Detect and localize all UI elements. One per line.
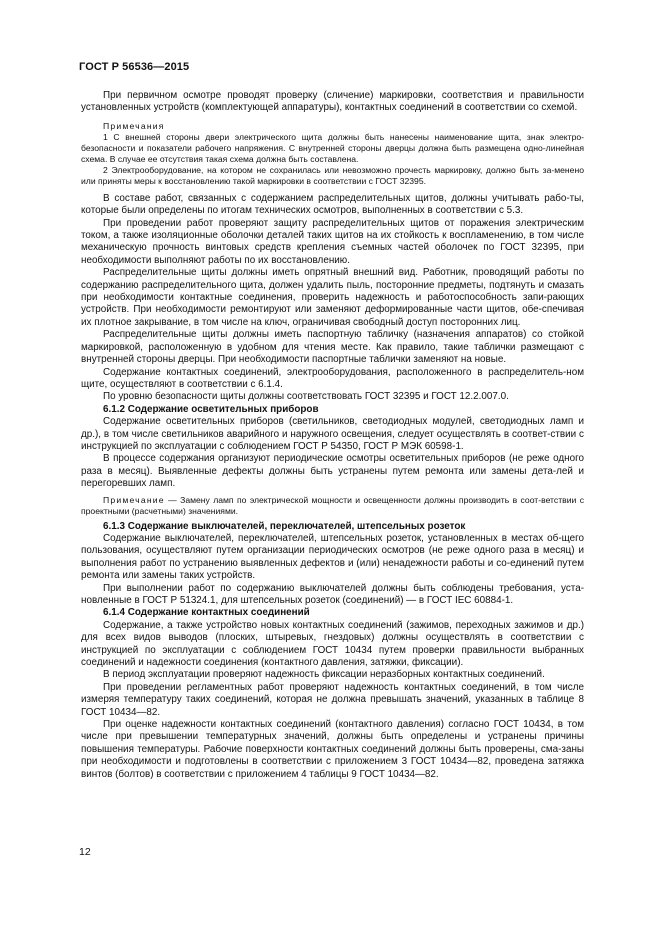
paragraph: Содержание контактных соединений, электрооборудования, расположенного в распределитель-ном щите, осуществляют в соответствии с 6.1.4. (81, 366, 584, 390)
paragraph: В составе работ, связанных с содержанием распределительных щитов, должны учитывать рабо-ты, которые были определены по итогам технических осмотров, выполненных в соответствии с 5.3. (81, 192, 584, 217)
paragraph: Распределительные щиты должны иметь опрятный внешний вид. Работник, проводящий работы по содержанию распределительного щита, должен удалить пыль, посторонние предметы, подтянуть и смазать при необходимости контактные соединения, проверить надежность и работоспособность запи-рающих устройств. При необходимости ремонтируют или заменяют деформированные части щитов, обе-спечивая их плотное закрывание, в том числе на ключ, ограничивая свободный доступ посторонних лиц. (81, 267, 584, 328)
document-header: ГОСТ Р 56536—2015 (79, 61, 190, 73)
note-label: Примечание (103, 494, 165, 505)
paragraph: В период эксплуатации проверяют надежность фиксации неразборных контактных соединений. (103, 669, 545, 681)
document-body (81, 90, 584, 781)
paragraph: В процессе содержания организуют периодические осмотры осветительных приборов (не реже одного раза в месяц). Выявленные дефекты должны быть устранены путем ремонта или замены дета-лей и перегоревших ламп. (81, 453, 584, 490)
notes-title: Примечания (103, 120, 165, 131)
note (81, 495, 584, 517)
paragraph: При проведении регламентных работ проверяют надежность контактных соединений, в том числе измеряя температуру таких соединений, которая не должна превышать значений, указанных в таблице 8 ГОСТ 10434—82. (81, 681, 584, 718)
paragraph: При проведении работ проверяют защиту распределительных щитов от поражения электрическим током, а также изоляционные оболочки деталей таких щитов на их стойкость к воспламенению, в том числе механическую прочность винтовых средств крепления съемных частей оболочек по ГОСТ 32395, при необходимости выполняют работы по их восстановлению. (81, 217, 584, 266)
paragraph: По уровню безопасности щиты должны соответствовать ГОСТ 32395 и ГОСТ 12.2.007.0. (103, 391, 509, 403)
section-heading-6-1-2: 6.1.2 Содержание осветительных приборов (103, 403, 319, 415)
paragraph: При первичном осмотре проводят проверку (сличение) маркировки, соответствия и правильности установленных устройств (комплектующей аппаратуры), контактных соединений в соответствии со схемой. (81, 90, 584, 114)
section-heading-6-1-4: 6.1.4 Содержание контактных соединений (103, 607, 310, 619)
note: 1 С внешней стороны двери электрического щита должны быть нанесены наименование щита, знак электро-безопасности и показатели рабочего напряжения. С внутренней стороны дверцы должна быть размещена одно-линейная схема. В случае ее отсутствия такая схема должна быть составлена. (81, 131, 584, 164)
paragraph: При оценке надежности контактных соединений (контактного давления) согласно ГОСТ 10434, в том числе при превышении температурных значений, должны быть определены и устранены причины повышения температуры. Рабочие поверхности контактных соединений должны быть проверены, сма-заны при необходимости и подготовлены в соответствии с приложением 3 ГОСТ 10434—82, проведена затяжка винтов (болтов) в соответствии с приложением 4 таблицы 9 ГОСТ 10434—82. (81, 719, 584, 780)
page-number: 12 (79, 846, 91, 858)
paragraph: Содержание осветительных приборов (светильников, светодиодных модулей, светодиодных ламп и др.), в том числе светильников аварийного и наружного освещения, следует осуществлять в соответ-ствии с инструкцией по эксплуатации с соблюдением ГОСТ Р 54350, ГОСТ Р МЭК 60598-1. (81, 416, 584, 452)
section-heading-6-1-3: 6.1.3 Содержание выключателей, переключателей, штепсельных розеток (103, 520, 466, 532)
paragraph: Содержание выключателей, переключателей, штепсельных розеток, установленных в местах об-щего пользования, осуществляют путем организации периодических осмотров (не реже одного раза в месяц) и выполнения работ по устранению выявленных дефектов и (или) ненадежности работы и со-единений путем ремонта или замены таких устройств. (81, 532, 584, 582)
note-text: — Замену ламп по электрической мощности и освещенности должны производить в соот-ветствии с проектными (расчетными) значениями. (81, 494, 584, 516)
note: 2 Электрооборудование, на котором не сохранилась или невозможно прочесть маркировку, должно быть за-менено или приняты меры к восстановлению такой маркировки в соответствии с ГОСТ 32395. (81, 164, 584, 186)
paragraph: Содержание, а также устройство новых контактных соединений (зажимов, переходных зажимов и др.) для всех видов выводов (плоских, штыревых, гнездовых) должны осуществлять в соответствии с инструкцией по эксплуатации с соблюдением ГОСТ 10434 путем проверки правильности выбранных соединений и надежности соединения (контактного давления, затяжки, фиксации). (81, 619, 584, 669)
paragraph: При выполнении работ по содержанию выключателей должны быть соблюдены требования, уста-новленные в ГОСТ Р 51324.1, для штепсельных розеток (соединений) — в ГОСТ IEC 60884-1. (81, 582, 584, 606)
paragraph: Распределительные щиты должны иметь паспортную табличку (назначения аппаратов) со стойкой маркировкой, расположенную в удобном для чтения месте. Как правило, такие таблички размещают с внутренней стороны дверцы. При необходимости паспортные таблички заменяют на новые. (81, 329, 584, 366)
